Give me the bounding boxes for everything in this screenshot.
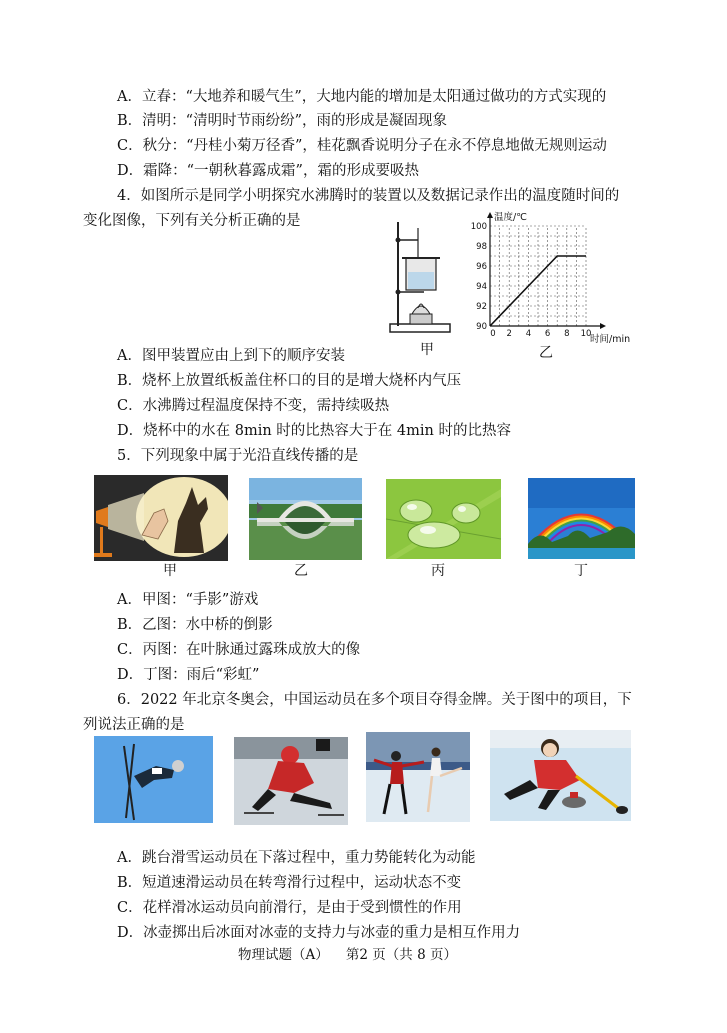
q4-option-c: C．水沸腾过程温度保持不变，需持续吸热	[117, 398, 390, 414]
chart-x-tick-label: 4	[525, 329, 532, 339]
q6-option-b: B．短道速滑运动员在转弯滑行过程中，运动状态不变	[117, 875, 462, 891]
chart-ticks	[471, 222, 592, 339]
q5-option-a: A．甲图：“手影”游戏	[117, 592, 259, 608]
q4-fig-label-a: 甲	[420, 342, 434, 358]
chart-x-tick-label: 8	[564, 329, 570, 339]
short-track-speed-skating-photo	[234, 737, 348, 825]
q3-option-b: B．清明：“清明时节雨纷纷”，雨的形成是凝固现象	[117, 113, 447, 129]
q6-stem-line2: 列说法正确的是	[83, 717, 185, 733]
chart-x-arrow	[600, 323, 606, 329]
page-footer: 物理试题（A） 第2 页（共 8 页）	[238, 947, 457, 963]
q6-option-c: C．花样滑冰运动员向前滑行，是由于受到惯性的作用	[117, 900, 462, 916]
boiling-apparatus-figure	[384, 218, 456, 338]
q5-option-d: D．丁图：雨后“彩虹”	[117, 667, 260, 683]
q4-stem-line2: 变化图像，下列有关分析正确的是	[83, 213, 301, 229]
q5-caption-jia: 甲	[163, 563, 177, 579]
q5-caption-ding: 丁	[574, 563, 588, 579]
chart-y-tick-label: 92	[476, 302, 487, 312]
hand-shadow-photo	[94, 475, 228, 561]
chart-x-label: 时间/min	[590, 334, 631, 345]
q3-option-d: D．霜降：“一朝秋暮露成霜”，霜的形成要吸热	[117, 163, 419, 179]
chart-y-tick-label: 90	[476, 322, 487, 332]
figure-skating-photo	[366, 732, 470, 822]
q5-caption-yi: 乙	[294, 563, 308, 579]
q6-option-d: D．冰壶掷出后冰面对冰壶的支持力与冰壶的重力是相互作用力	[117, 925, 521, 941]
chart-y-tick-label: 100	[470, 222, 487, 232]
q4-option-d: D．烧杯中的水在 8min 时的比热容大于在 4min 时的比热容	[117, 423, 511, 439]
chart-x-tick-label: 2	[506, 329, 512, 339]
chart-y-tick-label: 96	[476, 262, 487, 272]
q4-option-a: A．图甲装置应由上到下的顺序安装	[117, 348, 345, 364]
q3-option-c: C．秋分：“丹桂小菊万径香”，桂花飘香说明分子在永不停息地做无规则运动	[117, 138, 607, 154]
chart-x-tick-label: 10	[580, 329, 592, 339]
q5-stem: 5．下列现象中属于光沿直线传播的是	[117, 448, 359, 464]
chart-x-tick-label: 0	[490, 329, 496, 339]
q6-option-a: A．跳台滑雪运动员在下落过程中，重力势能转化为动能	[117, 850, 476, 866]
q4-fig-label-b: 乙	[539, 345, 553, 361]
q5-caption-bing: 丙	[431, 563, 445, 579]
chart-y-label: 温度/℃	[494, 212, 527, 223]
chart-y-tick-label: 98	[476, 242, 487, 252]
q6-stem-line1: 6．2022 年北京冬奥会，中国运动员在多个项目夺得金牌。关于图中的项目，下	[117, 692, 632, 708]
q4-stem-line1: 4．如图所示是同学小明探究水沸腾时的装置以及数据记录作出的温度随时间的	[117, 188, 620, 204]
chart-y-arrow	[487, 212, 493, 218]
curling-photo	[490, 730, 631, 821]
bridge-reflection-photo	[249, 478, 362, 560]
dew-drop-leaf-photo	[386, 479, 501, 559]
rainbow-photo	[528, 478, 635, 559]
ski-jumping-photo	[94, 736, 213, 823]
chart-y-tick-label: 94	[476, 282, 487, 292]
temperature-series-line	[490, 256, 586, 326]
q5-option-b: B．乙图：水中桥的倒影	[117, 617, 273, 633]
q4-option-b: B．烧杯上放置纸板盖住杯口的目的是增大烧杯内气压	[117, 373, 462, 389]
q3-option-a: A．立春：“大地养和暖气生”，大地内能的增加是太阳通过做功的方式实现的	[117, 89, 607, 105]
q5-option-c: C．丙图：在叶脉通过露珠成放大的像	[117, 642, 361, 658]
temperature-time-chart	[462, 210, 638, 348]
chart-x-tick-label: 6	[544, 329, 551, 339]
